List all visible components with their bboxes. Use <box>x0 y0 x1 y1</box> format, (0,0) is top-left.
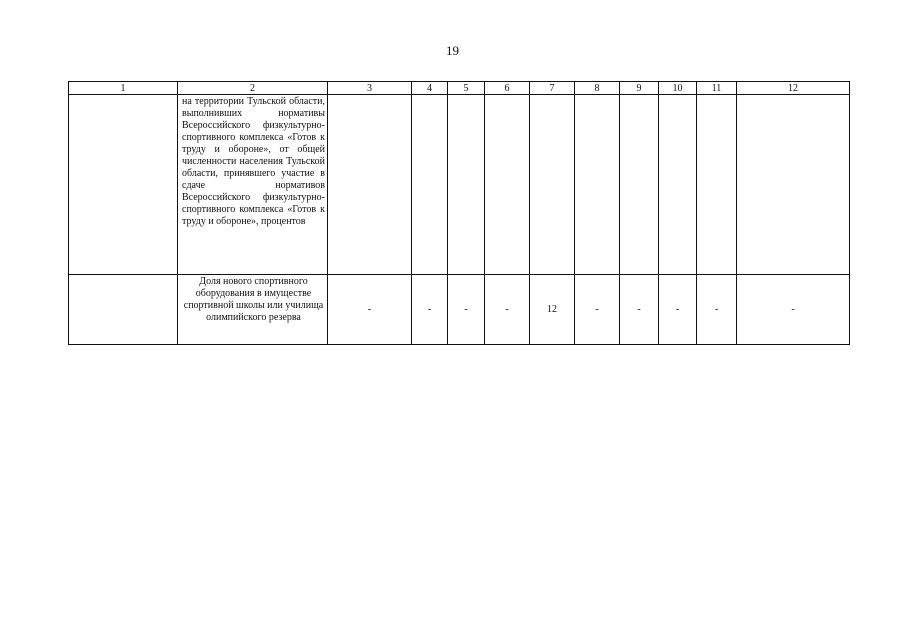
table-cell <box>69 95 178 275</box>
table-cell <box>412 95 448 275</box>
table-cell: - <box>697 275 737 345</box>
column-header: 2 <box>178 82 328 95</box>
column-header: 12 <box>737 82 850 95</box>
table-cell <box>659 95 697 275</box>
table-cell: - <box>448 275 485 345</box>
table-cell: 12 <box>530 275 575 345</box>
table-cell <box>697 95 737 275</box>
table-row <box>69 95 850 275</box>
indicator-description: на территории Тульской области, выполнивших нормативы Всероссийского физкультурно-спортивного комплекса «Готов к труду и обороне», от общей численности населения Тульской области, принявшего участие в сдаче нормативов Всероссийского физкультурно-спортивного комплекса «Готов к труду и обороне», процентов <box>178 95 328 275</box>
column-header: 8 <box>575 82 620 95</box>
table-header-row <box>69 82 850 95</box>
table-cell <box>737 95 850 275</box>
table-row <box>69 275 850 345</box>
table-cell: - <box>412 275 448 345</box>
table-cell: - <box>737 275 850 345</box>
column-header: 7 <box>530 82 575 95</box>
column-header: 10 <box>659 82 697 95</box>
column-header: 4 <box>412 82 448 95</box>
column-header: 9 <box>620 82 659 95</box>
table-cell <box>620 95 659 275</box>
column-header: 1 <box>69 82 178 95</box>
table-cell <box>69 275 178 345</box>
table-cell <box>530 95 575 275</box>
column-header: 6 <box>485 82 530 95</box>
page-number: 19 <box>446 43 459 58</box>
table-cell <box>575 95 620 275</box>
table-cell: - <box>575 275 620 345</box>
column-header: 11 <box>697 82 737 95</box>
column-header: 5 <box>448 82 485 95</box>
table-cell <box>328 95 412 275</box>
table-cell: - <box>659 275 697 345</box>
data-table <box>68 81 850 345</box>
column-header: 3 <box>328 82 412 95</box>
table-cell <box>485 95 530 275</box>
table-cell <box>448 95 485 275</box>
table-cell: - <box>620 275 659 345</box>
indicator-description: Доля нового спортивного оборудования в имуществе спортивной школы или училища олимпийского резерва <box>178 275 328 345</box>
table-cell: - <box>485 275 530 345</box>
table-cell: - <box>328 275 412 345</box>
